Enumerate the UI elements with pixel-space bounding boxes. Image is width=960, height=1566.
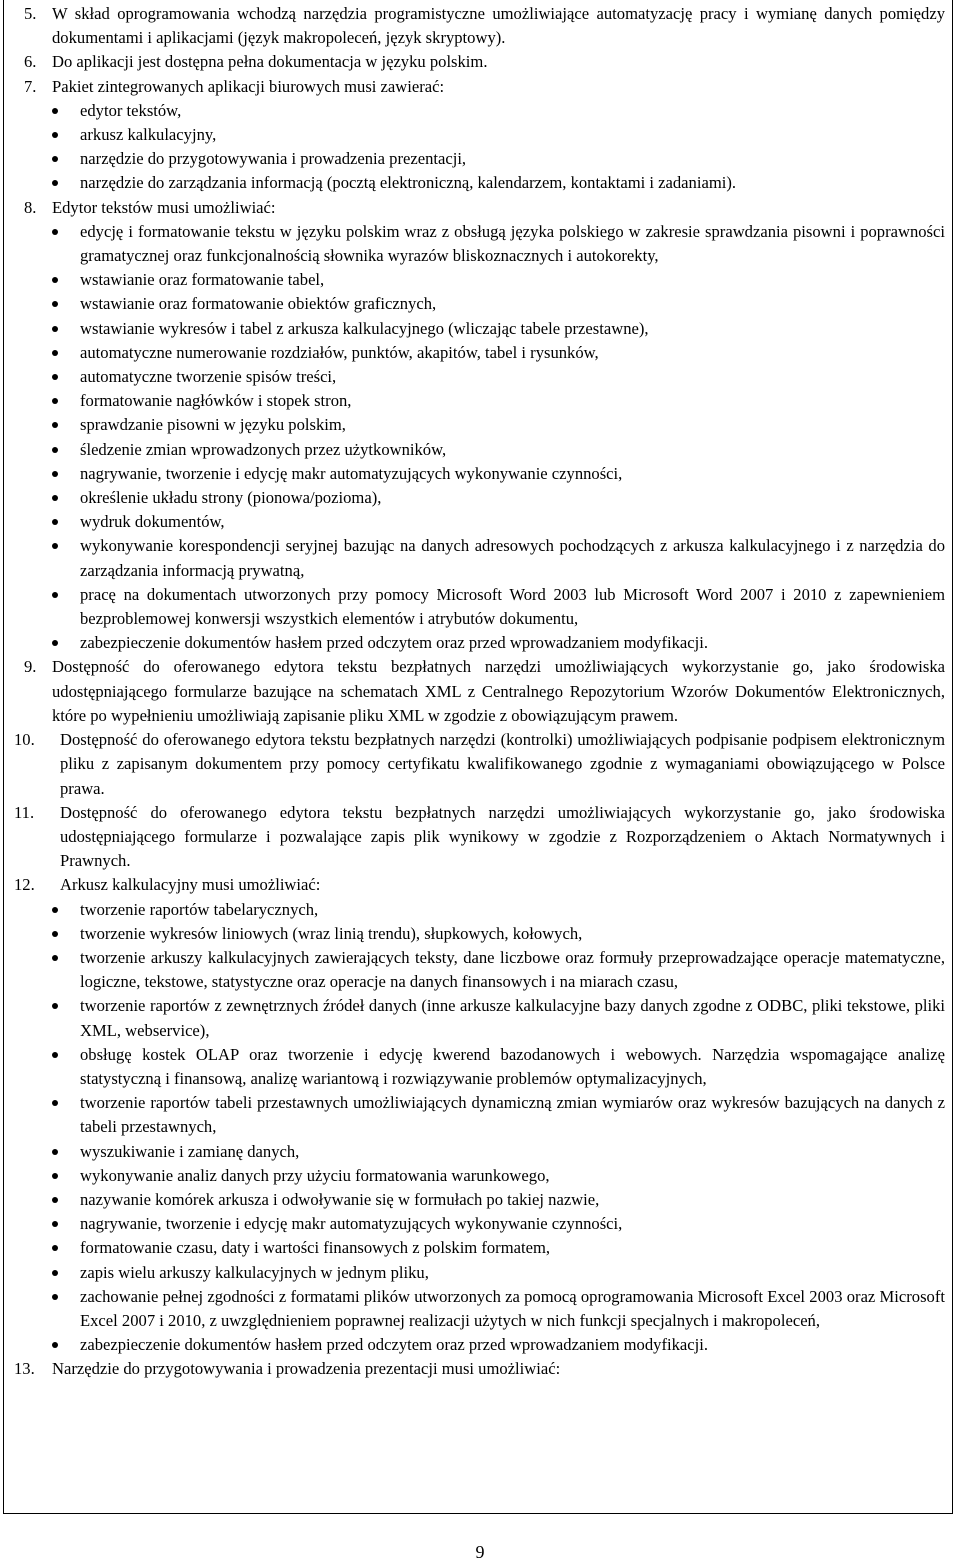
numbered-item xyxy=(0,801,945,874)
list-item xyxy=(0,99,945,123)
bullet-icon xyxy=(52,1003,58,1009)
list-item xyxy=(0,123,945,147)
list-item-text: zachowanie pełnej zgodności z formatami plików utworzonych za pomocą oprogramowania Microsoft Excel 2003 oraz Microsoft Excel 2007 i 2010, z uwzględnieniem poprawnej realizacji użytych w nich funkcji specjalnych i makropoleceń, xyxy=(80,1286,945,1330)
list-item-text: narzędzie do zarządzania informacją (pocztą elektroniczną, kalendarzem, kontaktami i zadaniami). xyxy=(80,173,737,193)
list-item-text: wykonywanie analiz danych przy użyciu formatowania warunkowego, xyxy=(80,1165,550,1185)
bullet-icon xyxy=(52,955,58,961)
list-item xyxy=(0,631,945,655)
list-item xyxy=(0,1140,945,1164)
list-item-text: sprawdzanie pisowni w języku polskim, xyxy=(80,415,346,435)
bullet-icon xyxy=(52,326,58,332)
document-content xyxy=(0,2,945,1382)
list-item-text: pracę na dokumentach utworzonych przy pomocy Microsoft Word 2003 lub Microsoft Word 2007 i 2010 z zapewnieniem bezproblemowej konwersji wszystkich elementów i atrybutów dokumentu, xyxy=(80,584,945,629)
bullet-icon xyxy=(52,156,58,162)
list-item-text: wykonywanie korespondencji seryjnej bazując na danych adresowych pochodzących z arkusza kalkulacyjnego i z narzędzia do zarządzania informacją prywatną, xyxy=(80,536,945,580)
numbered-item xyxy=(0,655,945,728)
numbered-item xyxy=(0,728,945,801)
bullet-icon xyxy=(52,543,58,549)
list-item-text: edytor tekstów, xyxy=(80,100,182,120)
list-item-text: tworzenie wykresów liniowych (wraz linią trendu), słupkowych, kołowych, xyxy=(80,923,583,943)
list-item xyxy=(0,1333,945,1357)
list-item-text: arkusz kalkulacyjny, xyxy=(80,125,217,145)
list-item-text: nagrywanie, tworzenie i edycję makr automatyzujących wykonywanie czynności, xyxy=(80,463,623,483)
bullet-icon xyxy=(52,1294,58,1300)
list-item-text: tworzenie raportów tabelarycznych, xyxy=(80,899,319,919)
item-text: Dostępność do oferowanego edytora tekstu bezpłatnych narzędzi umożliwiających wykorzystanie go, jako środowiska udostępniającego formularze i pozwalające zapis plik wynikowy w zgodzie z Rozporządzeniem o Aktach Normatywnych i Prawnych. xyxy=(60,802,945,871)
item-text: Narzędzie do przygotowywania i prowadzenia prezentacji musi umożliwiać: xyxy=(52,1359,561,1379)
bullet-icon xyxy=(52,1270,58,1276)
item-number: 5. xyxy=(24,4,37,23)
list-item-text: wstawianie wykresów i tabel z arkusza kalkulacyjnego (wliczając tabele przestawne), xyxy=(80,318,649,338)
list-item xyxy=(0,1091,945,1139)
bullet-icon xyxy=(52,907,58,913)
bullet-icon xyxy=(52,1197,58,1203)
bullet-icon xyxy=(52,132,58,138)
numbered-item xyxy=(0,196,945,656)
list-item xyxy=(0,583,945,631)
bullet-icon xyxy=(52,108,58,114)
numbered-item xyxy=(0,2,945,50)
numbered-item xyxy=(0,873,945,1357)
bullet-icon xyxy=(52,519,58,525)
item-text: Dostępność do oferowanego edytora tekstu bezpłatnych narzędzi (kontrolki) umożliwiających podpisanie podpisem elektronicznym pliku z zapisanym dokumentem przy pomocy certyfikatu kwalifikowanego zgodnie z wymaganiami obowiązującego w Polsce prawa. xyxy=(60,730,945,798)
bullet-icon xyxy=(52,640,58,646)
list-item-text: zabezpieczenie dokumentów hasłem przed odczytem oraz przed wprowadzaniem modyfikacji. xyxy=(80,633,708,653)
page-number: 9 xyxy=(475,1542,485,1562)
list-item-text: automatyczne tworzenie spisów treści, xyxy=(80,367,337,387)
bullet-icon xyxy=(52,1052,58,1058)
bullet-icon xyxy=(52,180,58,186)
list-item xyxy=(0,1043,945,1091)
list-item xyxy=(0,171,945,195)
list-item xyxy=(0,268,945,292)
list-item xyxy=(0,462,945,486)
item-text: Edytor tekstów musi umożliwiać: xyxy=(52,197,276,217)
list-item-text: edycję i formatowanie tekstu w języku polskim wraz z obsługą języka polskiego w zakresie sprawdzania pisowni i poprawności gramatycznej oraz funkcjonalnością słownika wyrazów bliskoznacznych i autokorekty, xyxy=(80,221,945,266)
item-text: W skład oprogramowania wchodzą narzędzia programistyczne umożliwiające automatyzację pracy i wymianę danych pomiędzy dokumentami i aplikacjami (język makropoleceń, język skryptowy). xyxy=(52,4,945,48)
item-number: 11. xyxy=(14,802,35,822)
list-item xyxy=(0,486,945,510)
list-item xyxy=(0,389,945,413)
list-item xyxy=(0,365,945,389)
list-item-text: wyszukiwanie i zamianę danych, xyxy=(80,1141,300,1161)
list-item-text: tworzenie raportów z zewnętrznych źródeł danych (inne arkusze kalkulacyjne bazy danych zgodne z ODBC, pliki tekstowe, pliki XML, webservice), xyxy=(80,996,945,1040)
item-number: 7. xyxy=(24,76,37,96)
bullet-icon xyxy=(52,229,58,235)
bullet-list xyxy=(0,220,945,656)
item-text: Pakiet zintegrowanych aplikacji biurowych musi zawierać: xyxy=(52,76,445,96)
list-item xyxy=(0,1212,945,1236)
list-item xyxy=(0,898,945,922)
list-item xyxy=(0,292,945,316)
item-number: 12. xyxy=(14,875,35,895)
list-item-text: obsługę kostek OLAP oraz tworzenie i edycję kwerend bazodanowych i webowych. Narzędzia wspomagające analizę statystyczną i finansową, analizę wariantową i rozwiązywanie problemów optymalizacyjnych, xyxy=(80,1044,945,1088)
list-item xyxy=(0,922,945,946)
list-item xyxy=(0,510,945,534)
bullet-icon xyxy=(52,592,58,598)
list-item-text: zabezpieczenie dokumentów hasłem przed odczytem oraz przed wprowadzaniem modyfikacji. xyxy=(80,1335,708,1355)
list-item-text: wstawianie oraz formatowanie tabel, xyxy=(80,270,325,290)
list-item xyxy=(0,438,945,462)
item-number: 9. xyxy=(24,657,37,677)
bullet-icon xyxy=(52,1221,58,1227)
list-item xyxy=(0,317,945,341)
bullet-list xyxy=(0,99,945,196)
bullet-icon xyxy=(52,471,58,477)
list-item-text: formatowanie nagłówków i stopek stron, xyxy=(80,391,352,411)
item-text: Arkusz kalkulacyjny musi umożliwiać: xyxy=(60,875,321,895)
bullet-icon xyxy=(52,931,58,937)
list-item-text: nagrywanie, tworzenie i edycję makr automatyzujących wykonywanie czynności, xyxy=(80,1214,623,1234)
bullet-icon xyxy=(52,398,58,404)
bullet-icon xyxy=(52,301,58,307)
list-item-text: wydruk dokumentów, xyxy=(80,512,225,532)
list-item xyxy=(0,147,945,171)
bullet-icon xyxy=(52,1245,58,1251)
list-item xyxy=(0,1188,945,1212)
bullet-icon xyxy=(52,374,58,380)
list-item-text: nazywanie komórek arkusza i odwoływanie się w formułach po takiej nazwie, xyxy=(80,1189,600,1209)
list-item xyxy=(0,946,945,994)
list-item xyxy=(0,1261,945,1285)
bullet-icon xyxy=(52,1342,58,1348)
numbered-item xyxy=(0,75,945,196)
bullet-icon xyxy=(52,1149,58,1155)
list-item-text: automatyczne numerowanie rozdziałów, punktów, akapitów, tabel i rysunków, xyxy=(80,342,599,362)
list-item-text: zapis wielu arkuszy kalkulacyjnych w jednym pliku, xyxy=(80,1262,429,1282)
list-item-text: wstawianie oraz formatowanie obiektów graficznych, xyxy=(80,294,437,314)
list-item xyxy=(0,1236,945,1260)
item-number: 6. xyxy=(24,52,37,72)
item-text: Do aplikacji jest dostępna pełna dokumentacja w języku polskim. xyxy=(52,52,488,72)
list-item-text: określenie układu strony (pionowa/pozioma), xyxy=(80,488,382,508)
bullet-icon xyxy=(52,495,58,501)
list-item xyxy=(0,994,945,1042)
list-item-text: tworzenie arkuszy kalkulacyjnych zawierających teksty, dane liczbowe oraz formuły przeprowadzające operacje matematyczne, logiczne, tekstowe, statystyczne oraz operacje na danych finansowych i na miarach czasu, xyxy=(80,947,945,992)
list-item xyxy=(0,1164,945,1188)
bullet-icon xyxy=(52,277,58,283)
list-item xyxy=(0,1285,945,1333)
list-item xyxy=(0,413,945,437)
list-item-text: formatowanie czasu, daty i wartości finansowych z polskim formatem, xyxy=(80,1238,551,1258)
bullet-icon xyxy=(52,1173,58,1179)
list-item xyxy=(0,341,945,365)
numbered-item xyxy=(0,1357,945,1381)
list-item-text: narzędzie do przygotowywania i prowadzenia prezentacji, xyxy=(80,149,467,169)
item-number: 10. xyxy=(14,730,35,750)
list-item xyxy=(0,534,945,582)
bullet-icon xyxy=(52,350,58,356)
list-item-text: tworzenie raportów tabeli przestawnych umożliwiających dynamiczną zmian wymiarów oraz wykresów bazujących na danych z tabeli przestawnych, xyxy=(80,1093,945,1137)
item-text: Dostępność do oferowanego edytora tekstu bezpłatnych narzędzi umożliwiających wykorzystanie go, jako środowiska udostępniającego formularze bazujące na schematach XML z Centralnego Repozytorium Wzorów Dokumentów Elektronicznych, które po wypełnieniu umożliwiają zapisanie pliku XML w zgodzie z obowiązującym prawem. xyxy=(52,657,945,725)
bullet-icon xyxy=(52,422,58,428)
list-item-text: śledzenie zmian wprowadzonych przez użytkowników, xyxy=(80,439,447,459)
bullet-list xyxy=(0,898,945,1358)
bullet-icon xyxy=(52,447,58,453)
list-item xyxy=(0,220,945,268)
numbered-item xyxy=(0,50,945,74)
item-number: 8. xyxy=(24,197,37,217)
item-number: 13. xyxy=(14,1359,35,1379)
bullet-icon xyxy=(52,1100,58,1106)
